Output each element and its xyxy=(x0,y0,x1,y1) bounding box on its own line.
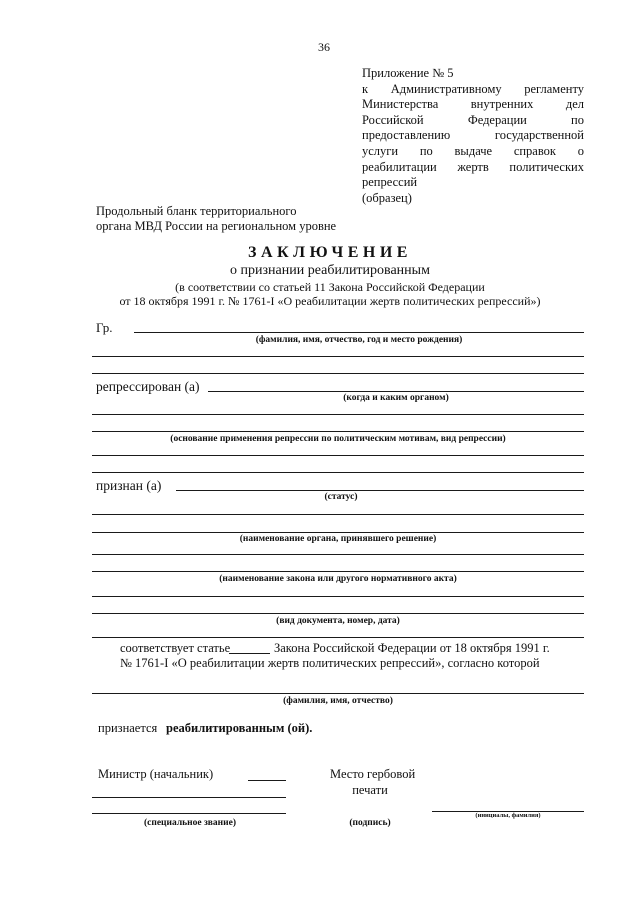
form-header-line-1: Продольный бланк территориального xyxy=(96,204,297,218)
basis-line-1: (в соответствии со статьей 11 Закона Российской Федерации xyxy=(175,280,485,294)
recognized-prefix: признается xyxy=(98,721,158,735)
appendix-block xyxy=(362,66,584,206)
name-caption: (фамилия, имя, отчество) xyxy=(283,696,393,706)
appendix-line: услуги по выдаче справок о xyxy=(362,143,584,158)
appendix-line: Министерства внутренних дел xyxy=(362,97,584,112)
basis-caption: (основание применения репрессии по политическим мотивам, вид репрессии) xyxy=(170,434,506,444)
conformity-suffix: Закона Российской Федерации от 18 октября 1991 г. xyxy=(274,641,550,655)
repressed-label: репрессирован (а) xyxy=(96,379,200,394)
page-number: 36 xyxy=(318,40,330,54)
appendix-line: Российской Федерации по xyxy=(362,112,584,127)
signature-caption: (подпись) xyxy=(349,818,391,828)
repressed-input-line[interactable] xyxy=(208,391,584,392)
law-input-line-2[interactable] xyxy=(92,596,584,597)
appendix-line: к Административному регламенту xyxy=(362,81,584,96)
minister-short-line[interactable] xyxy=(248,780,286,781)
minister-position-line[interactable] xyxy=(92,797,286,798)
document-subtitle: о признании реабилитированным xyxy=(230,263,430,278)
law-input-line[interactable] xyxy=(92,571,584,572)
appendix-line: предоставлению государственной xyxy=(362,128,584,143)
rank-input-line[interactable] xyxy=(92,813,286,814)
citizen-input-line[interactable] xyxy=(134,332,584,333)
authority-input-line-2[interactable] xyxy=(92,554,584,555)
minister-label: Министр (начальник) xyxy=(98,767,214,781)
recognized-label: признан (а) xyxy=(96,478,162,493)
form-header-line-2: органа МВД России на региональном уровне xyxy=(96,219,337,233)
law-caption: (наименование закона или другого нормативного акта) xyxy=(219,574,457,584)
citizen-caption: (фамилия, имя, отчество, год и место рождения) xyxy=(255,335,463,345)
basis-line-2: от 18 октября 1991 г. № 1761-I «О реабилитации жертв политических репрессий») xyxy=(119,294,541,308)
recognized-value: реабилитированным (ой). xyxy=(166,721,313,735)
status-input-line-2[interactable] xyxy=(92,514,584,515)
document-caption: (вид документа, номер, дата) xyxy=(276,616,400,626)
appendix-line: репрессий xyxy=(362,175,418,190)
citizen-label: Гр. xyxy=(96,320,113,335)
name-input-line[interactable] xyxy=(92,693,584,694)
citizen-input-line-2[interactable] xyxy=(92,356,584,357)
authority-input-line[interactable] xyxy=(92,532,584,533)
citizen-input-line-3[interactable] xyxy=(92,373,584,374)
repressed-caption: (когда и каким органом) xyxy=(343,393,449,403)
basis-input-line[interactable] xyxy=(92,431,584,432)
article-input-line[interactable] xyxy=(229,653,270,654)
document-input-line-2[interactable] xyxy=(92,637,584,638)
status-input-line[interactable] xyxy=(176,490,584,491)
status-caption: (статус) xyxy=(324,492,358,502)
initials-caption: (инициалы, фамилия) xyxy=(475,812,541,819)
rank-caption: (специальное звание) xyxy=(143,818,237,828)
basis-input-line-2[interactable] xyxy=(92,455,584,456)
document-title: ЗАКЛЮЧЕНИЕ xyxy=(248,244,412,261)
appendix-line: Приложение № 5 xyxy=(362,66,454,80)
appendix-line: (образец) xyxy=(362,190,412,205)
authority-caption: (наименование органа, принявшего решение) xyxy=(239,534,437,544)
stamp-line-1: Место гербовой xyxy=(330,767,416,781)
repressed-input-line-2[interactable] xyxy=(92,414,584,415)
document-input-line[interactable] xyxy=(92,613,584,614)
conformity-prefix: соответствует статье xyxy=(120,641,231,655)
basis-input-line-3[interactable] xyxy=(92,472,584,473)
appendix-line: реабилитации жертв политических xyxy=(362,159,584,174)
stamp-line-2: печати xyxy=(352,783,388,797)
conformity-line-2: № 1761-I «О реабилитации жертв политических репрессий», согласно которой xyxy=(120,656,540,670)
